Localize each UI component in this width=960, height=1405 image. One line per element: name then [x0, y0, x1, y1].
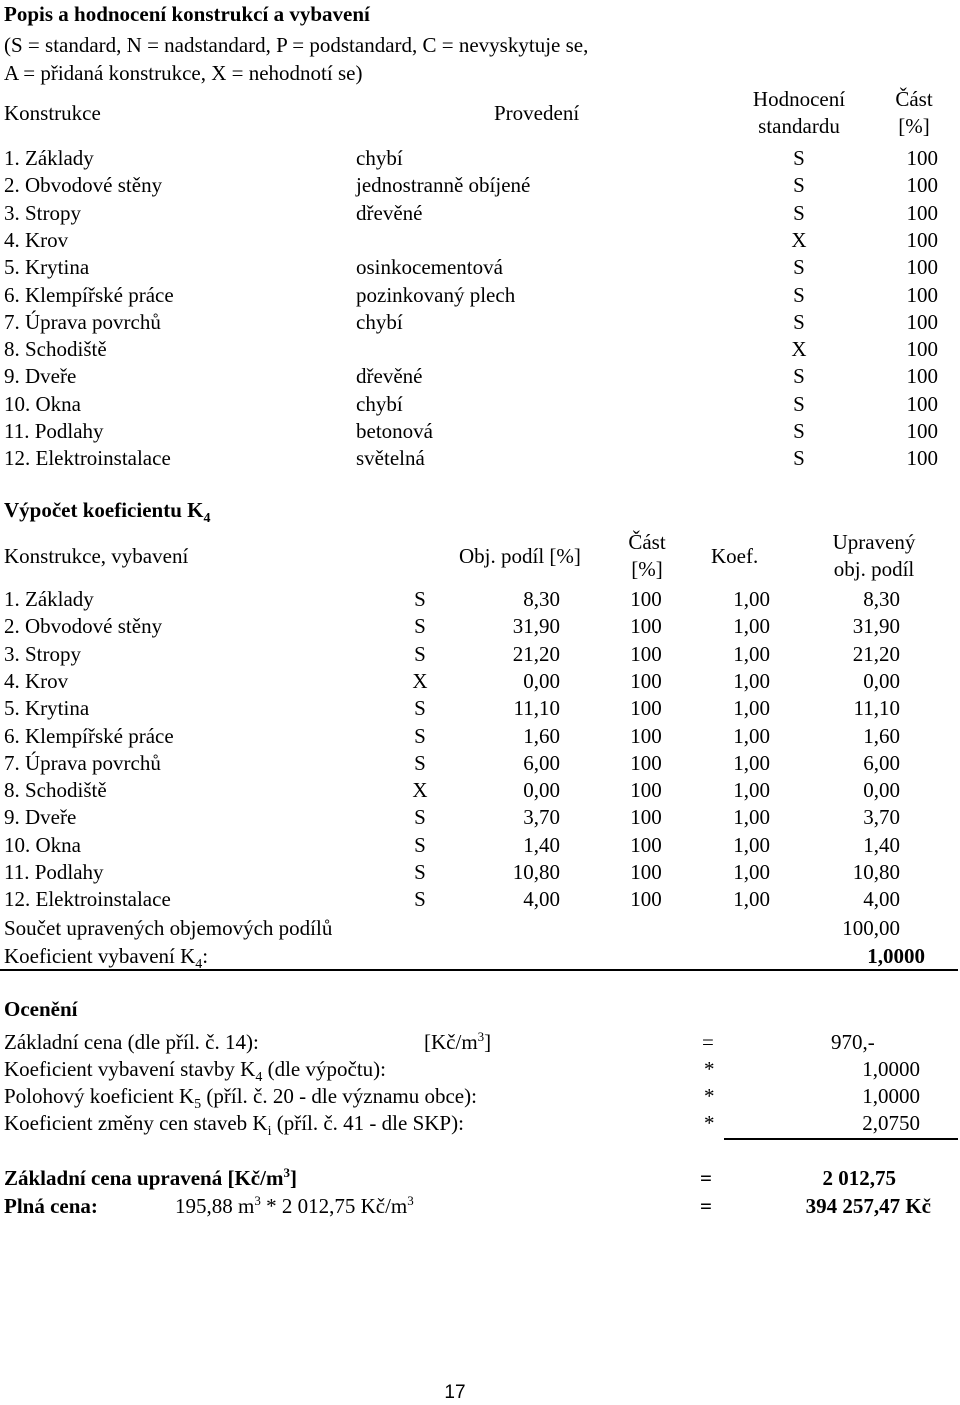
cell-upraveny: 0,00 — [863, 778, 900, 802]
cell-obj-podil: 0,00 — [523, 669, 560, 693]
cell-provedeni: chybí — [356, 392, 403, 416]
cell-cast: 100 — [906, 146, 938, 170]
cell-hodnoceni: S — [414, 614, 426, 638]
cell-cast: 100 — [906, 392, 938, 416]
cell-cast: 100 — [906, 283, 938, 307]
cell-cast: 100 — [630, 669, 662, 693]
cell-upraveny: 31,90 — [852, 614, 900, 638]
header-koef: Koef. — [711, 544, 759, 568]
cell-hodnoceni: S — [793, 392, 805, 416]
cell-koef: 1,00 — [733, 860, 770, 884]
cell-konstrukce: 8. Schodiště — [4, 778, 107, 802]
upravena-cena-op: = — [700, 1166, 712, 1190]
cell-cast: 100 — [906, 201, 938, 225]
cell-koef: 1,00 — [733, 614, 770, 638]
cell-koef: 1,00 — [733, 669, 770, 693]
k5-row-label: Polohový koeficient $K_5$ (příl. č. 20 - dle významu obce): — [4, 1084, 477, 1113]
header-cast-k4: Část [%] — [628, 530, 666, 581]
cell-konstrukce: 3. Stropy — [4, 201, 82, 225]
soucet-value: 100,00 — [842, 916, 900, 940]
cell-koef: 1,00 — [733, 642, 770, 666]
cell-obj-podil: 3,70 — [523, 805, 560, 829]
cell-konstrukce: 1. Základy — [4, 587, 94, 611]
ki-row-value: 2,0750 — [862, 1111, 920, 1135]
header-upraveny: Upravený obj. podíl — [832, 530, 916, 581]
cell-konstrukce: 7. Úprava povrchů — [4, 310, 161, 334]
cell-hodnoceni: S — [793, 364, 805, 388]
k5-row-op: * — [704, 1084, 715, 1108]
cell-hodnoceni: S — [793, 173, 805, 197]
header-hodnoceni: Hodnocení standardu — [752, 87, 846, 138]
cell-cast: 100 — [906, 173, 938, 197]
upravena-cena-value: 2 012,75 — [822, 1166, 896, 1190]
zakladni-cena-op: = — [702, 1030, 714, 1054]
cell-upraveny: 0,00 — [863, 669, 900, 693]
cell-hodnoceni: S — [414, 833, 426, 857]
cell-cast: 100 — [630, 614, 662, 638]
cell-konstrukce: 1. Základy — [4, 146, 94, 170]
cell-konstrukce: 2. Obvodové stěny — [4, 173, 163, 197]
page-number: 17 — [444, 1382, 466, 1403]
cell-hodnoceni: X — [412, 669, 428, 693]
cell-koef: 1,00 — [733, 751, 770, 775]
cell-hodnoceni: S — [414, 642, 426, 666]
ki-row-op: * — [704, 1111, 715, 1135]
cell-cast: 100 — [906, 310, 938, 334]
cell-cast: 100 — [630, 887, 662, 911]
cell-cast: 100 — [906, 446, 938, 470]
ki-row-label: Koeficient změny cen staveb $K_i$ (příl. č. 41 - dle SKP): — [4, 1111, 464, 1140]
cell-koef: 1,00 — [733, 724, 770, 748]
cell-koef: 1,00 — [733, 805, 770, 829]
cell-hodnoceni: S — [793, 419, 805, 443]
cell-obj-podil: 10,80 — [512, 860, 560, 884]
cell-hodnoceni: S — [793, 201, 805, 225]
plna-cena-op: = — [700, 1194, 712, 1218]
cell-cast: 100 — [630, 642, 662, 666]
cell-konstrukce: 9. Dveře — [4, 364, 77, 388]
zakladni-cena-label: Základní cena (dle příl. č. 14): — [4, 1030, 259, 1054]
cell-hodnoceni: S — [414, 696, 426, 720]
cell-provedeni: jednostranně obíjené — [356, 173, 531, 197]
legend-line-2: A = přidaná konstrukce, X = nehodnotí se) — [4, 61, 363, 85]
cell-obj-podil: 1,60 — [523, 724, 560, 748]
cell-hodnoceni: S — [414, 805, 426, 829]
k4-row-label: Koeficient vybavení stavby $K_4$ (dle výpočtu): — [4, 1057, 386, 1086]
cell-konstrukce: 2. Obvodové stěny — [4, 614, 163, 638]
plna-cena-label: Plná cena: — [4, 1194, 98, 1218]
plna-cena-calc: 195,88 $m^3 * 2$ 012,75 $Kč/m^3$ — [175, 1193, 414, 1218]
header-konstrukce: Konstrukce — [4, 101, 101, 125]
plna-cena-value: 394 257,47 Kč — [805, 1194, 931, 1218]
cell-hodnoceni: S — [793, 446, 805, 470]
cell-cast: 100 — [630, 587, 662, 611]
cell-upraveny: 8,30 — [863, 587, 900, 611]
upravena-cena-label: Základní cena upravená $[Kč/m^3]$ — [4, 1165, 297, 1190]
soucet-label: Součet upravených objemových podílů — [4, 916, 333, 940]
cell-provedeni: pozinkovaný plech — [356, 283, 516, 307]
cell-obj-podil: 11,10 — [513, 696, 560, 720]
cell-provedeni: chybí — [356, 310, 403, 334]
cell-konstrukce: 5. Krytina — [4, 696, 90, 720]
k4-label: Koeficient vybavení $K_4$: — [4, 944, 209, 973]
cell-cast: 100 — [630, 805, 662, 829]
legend-line-1: (S = standard, N = nadstandard, P = podstandard, C = nevyskytuje se, — [4, 33, 589, 57]
cell-provedeni: dřevěné — [356, 201, 423, 225]
header-provedeni: Provedení — [494, 101, 580, 125]
section-title-vypocet: Výpočet koeficientu $K_4$ — [4, 498, 211, 527]
cell-provedeni: dřevěné — [356, 364, 423, 388]
cell-koef: 1,00 — [733, 778, 770, 802]
cell-hodnoceni: X — [791, 337, 807, 361]
cell-upraveny: 3,70 — [863, 805, 900, 829]
header-konstrukce-vybaveni: Konstrukce, vybavení — [4, 544, 189, 568]
cell-obj-podil: 6,00 — [523, 751, 560, 775]
k5-row-value: 1,0000 — [862, 1084, 920, 1108]
cell-konstrukce: 7. Úprava povrchů — [4, 751, 161, 775]
header-obj-podil: Obj. podíl [%] — [459, 544, 581, 568]
cell-cast: 100 — [906, 419, 938, 443]
cell-cast: 100 — [630, 751, 662, 775]
cell-hodnoceni: X — [791, 228, 807, 252]
cell-obj-podil: 4,00 — [523, 887, 560, 911]
cell-cast: 100 — [630, 778, 662, 802]
cell-koef: 1,00 — [733, 887, 770, 911]
cell-konstrukce: 9. Dveře — [4, 805, 77, 829]
cell-provedeni: osinkocementová — [356, 255, 503, 279]
k4-value: 1,0000 — [867, 944, 925, 968]
cell-konstrukce: 8. Schodiště — [4, 337, 107, 361]
cell-cast: 100 — [630, 833, 662, 857]
cell-hodnoceni: S — [414, 587, 426, 611]
header-cast: Část [%] — [895, 87, 933, 138]
cell-konstrukce: 3. Stropy — [4, 642, 82, 666]
cell-cast: 100 — [630, 724, 662, 748]
cell-cast: 100 — [906, 337, 938, 361]
cell-cast: 100 — [906, 255, 938, 279]
cell-konstrukce: 12. Elektroinstalace — [4, 887, 171, 911]
cell-upraveny: 1,40 — [863, 833, 900, 857]
k4-row-op: * — [704, 1057, 715, 1081]
cell-koef: 1,00 — [733, 587, 770, 611]
cell-upraveny: 10,80 — [852, 860, 900, 884]
cell-cast: 100 — [906, 228, 938, 252]
cell-hodnoceni: X — [412, 778, 428, 802]
cell-konstrukce: 12. Elektroinstalace — [4, 446, 171, 470]
cell-upraveny: 11,10 — [853, 696, 900, 720]
cell-upraveny: 1,60 — [863, 724, 900, 748]
cell-koef: 1,00 — [733, 696, 770, 720]
divider-ki — [724, 1138, 958, 1140]
cell-hodnoceni: S — [414, 887, 426, 911]
cell-upraveny: 21,20 — [852, 642, 900, 666]
cell-obj-podil: 0,00 — [523, 778, 560, 802]
cell-cast: 100 — [630, 696, 662, 720]
cell-hodnoceni: S — [793, 283, 805, 307]
cell-hodnoceni: S — [414, 751, 426, 775]
cell-konstrukce: 6. Klempířské práce — [4, 724, 174, 748]
cell-upraveny: 4,00 — [863, 887, 900, 911]
cell-obj-podil: 31,90 — [512, 614, 560, 638]
cell-obj-podil: 21,20 — [512, 642, 560, 666]
cell-konstrukce: 11. Podlahy — [4, 860, 104, 884]
cell-obj-podil: 1,40 — [523, 833, 560, 857]
cell-hodnoceni: S — [414, 860, 426, 884]
k4-row-value: 1,0000 — [862, 1057, 920, 1081]
cell-upraveny: 6,00 — [863, 751, 900, 775]
zakladni-cena-value: 970,- — [831, 1030, 875, 1054]
cell-cast: 100 — [906, 364, 938, 388]
cell-konstrukce: 4. Krov — [4, 669, 69, 693]
cell-provedeni: světelná — [356, 446, 425, 470]
cell-hodnoceni: S — [793, 310, 805, 334]
cell-provedeni: chybí — [356, 146, 403, 170]
section-title-oceneni: Ocenění — [4, 997, 78, 1021]
cell-hodnoceni: S — [793, 255, 805, 279]
cell-konstrukce: 6. Klempířské práce — [4, 283, 174, 307]
cell-konstrukce: 10. Okna — [4, 833, 81, 857]
divider-k4 — [0, 969, 958, 971]
zakladni-cena-unit: $[Kč/m^3]$ — [424, 1029, 492, 1054]
cell-koef: 1,00 — [733, 833, 770, 857]
cell-konstrukce: 5. Krytina — [4, 255, 90, 279]
cell-konstrukce: 10. Okna — [4, 392, 81, 416]
cell-konstrukce: 4. Krov — [4, 228, 69, 252]
cell-hodnoceni: S — [793, 146, 805, 170]
cell-cast: 100 — [630, 860, 662, 884]
section-title-popis: Popis a hodnocení konstrukcí a vybavení — [4, 2, 370, 26]
cell-konstrukce: 11. Podlahy — [4, 419, 104, 443]
cell-obj-podil: 8,30 — [523, 587, 560, 611]
cell-hodnoceni: S — [414, 724, 426, 748]
cell-provedeni: betonová — [356, 419, 433, 443]
